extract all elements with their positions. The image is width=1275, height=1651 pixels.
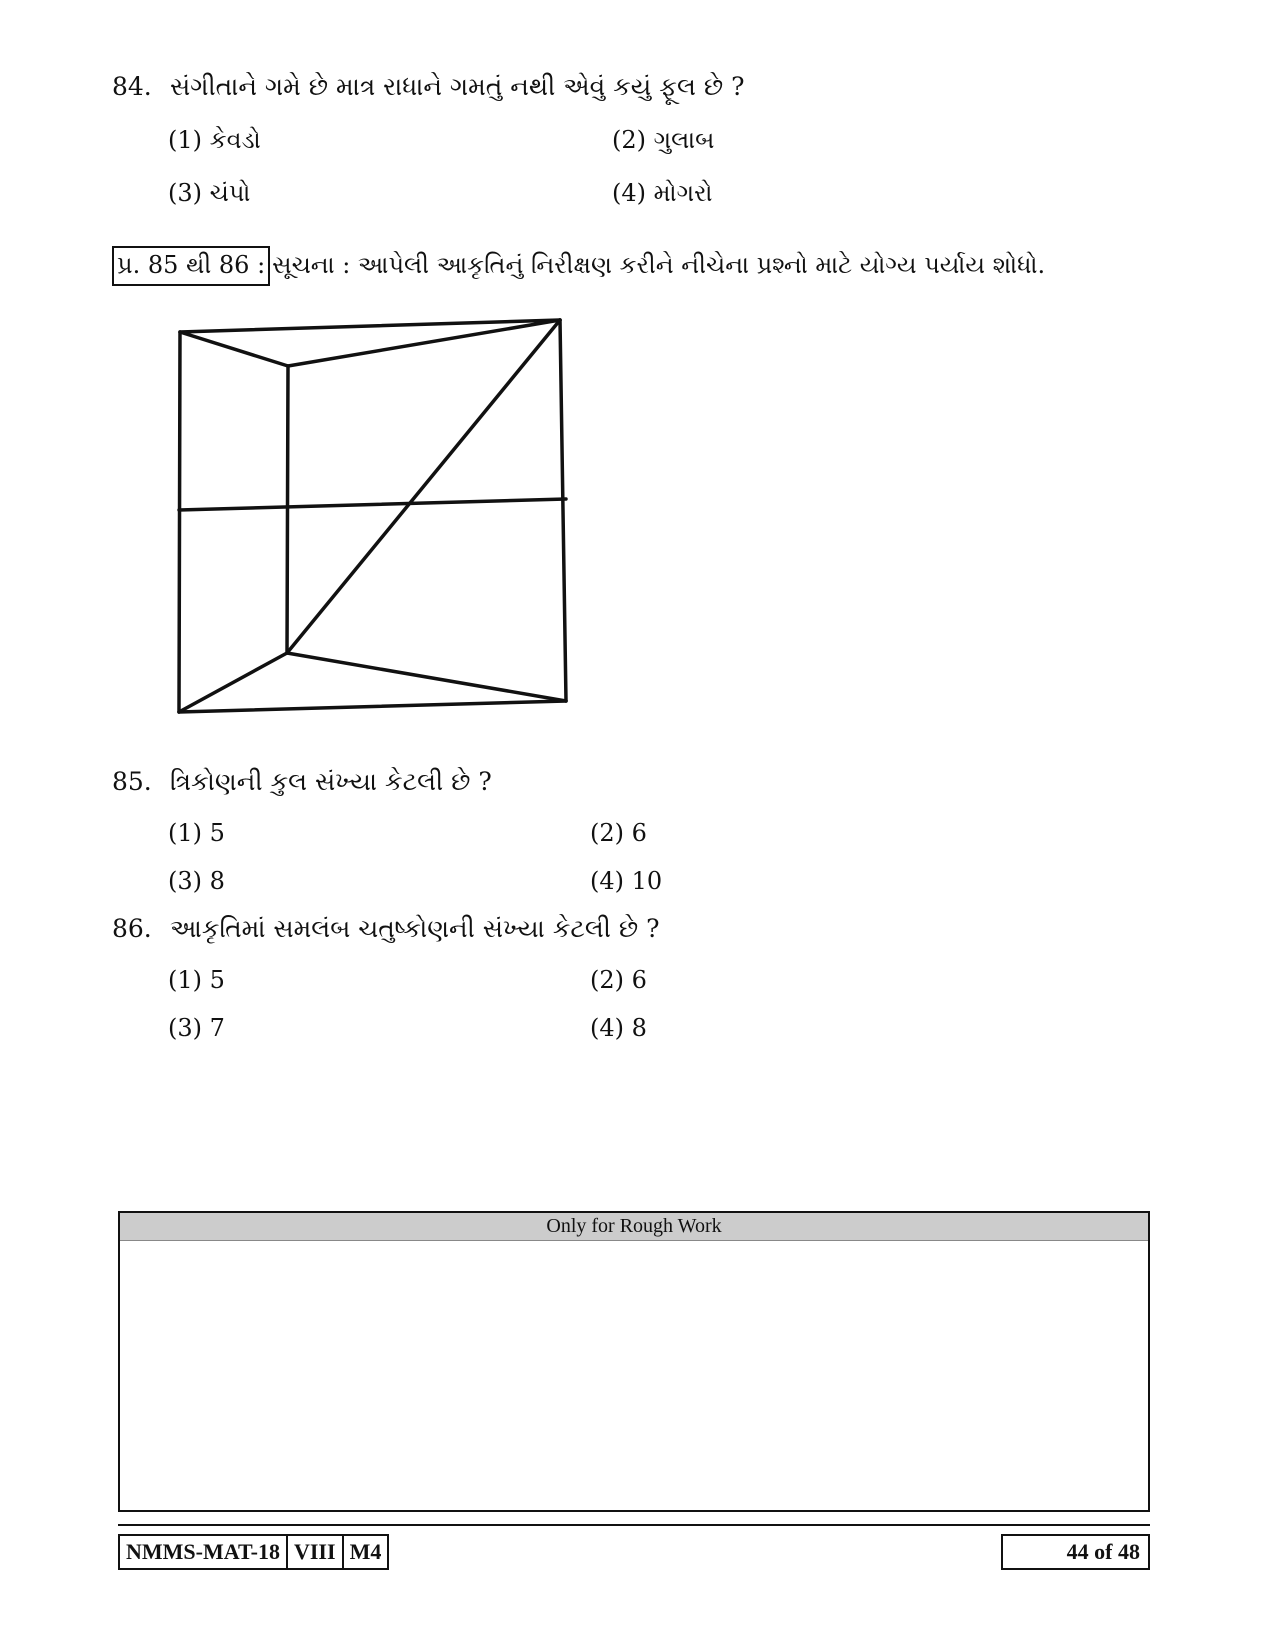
option-84-3[interactable]: (3) ચંપો [168, 179, 251, 207]
option-84-4[interactable]: (4) મોગરો [612, 179, 713, 207]
instruction [112, 246, 1045, 286]
question-text: આકૃતિમાં સમલંબ ચતુષ્કોણની સંખ્યા કેટલી છે ? [170, 914, 660, 943]
option-86-4[interactable]: (4) 8 [590, 1014, 647, 1042]
figure-line [287, 320, 560, 653]
geometry-figure [170, 312, 590, 742]
figure-line [179, 332, 180, 712]
option-84-2[interactable]: (2) ગુલાબ [612, 126, 715, 154]
figure-line [180, 332, 288, 366]
footer-class: VIII [288, 1536, 344, 1568]
question-86 [112, 914, 660, 944]
figure-line [287, 653, 566, 701]
question-number: 85. [112, 767, 152, 796]
figure-line [560, 320, 566, 701]
rough-work-box [118, 1211, 1150, 1512]
footer-divider [118, 1524, 1150, 1526]
option-86-3[interactable]: (3) 7 [168, 1014, 225, 1042]
option-85-2[interactable]: (2) 6 [590, 819, 647, 847]
rough-work-title: Only for Rough Work [120, 1213, 1148, 1241]
option-86-2[interactable]: (2) 6 [590, 966, 647, 994]
footer-set: M4 [349, 1539, 382, 1564]
figure-line [287, 366, 288, 653]
instruction-text: સૂચના : આપેલી આકૃતિનું નિરીક્ષણ કરીને નીચેના પ્રશ્નો માટે યોગ્ય પર્યાય શોધો. [272, 251, 1046, 279]
option-85-4[interactable]: (4) 10 [590, 867, 663, 895]
footer-codes [118, 1534, 389, 1570]
page-number: 44 of 48 [1001, 1534, 1150, 1570]
instruction-label: પ્ર. 85 થી 86 : [112, 246, 270, 286]
question-number: 84. [112, 72, 152, 101]
question-text: ત્રિકોણની કુલ સંખ્યા કેટલી છે ? [170, 767, 492, 796]
figure-line [179, 499, 566, 510]
option-86-1[interactable]: (1) 5 [168, 966, 225, 994]
figure-line [179, 653, 287, 712]
question-84 [112, 72, 745, 102]
option-84-1[interactable]: (1) કેવડો [168, 126, 261, 154]
option-85-1[interactable]: (1) 5 [168, 819, 225, 847]
footer-exam-code: NMMS-MAT-18 [120, 1536, 288, 1568]
figure-line [179, 701, 566, 712]
question-number: 86. [112, 914, 152, 943]
question-85 [112, 767, 492, 797]
question-text: સંગીતાને ગમે છે માત્ર રાધાને ગમતું નથી એવું કયું ફૂલ છે ? [170, 72, 745, 101]
option-85-3[interactable]: (3) 8 [168, 867, 225, 895]
